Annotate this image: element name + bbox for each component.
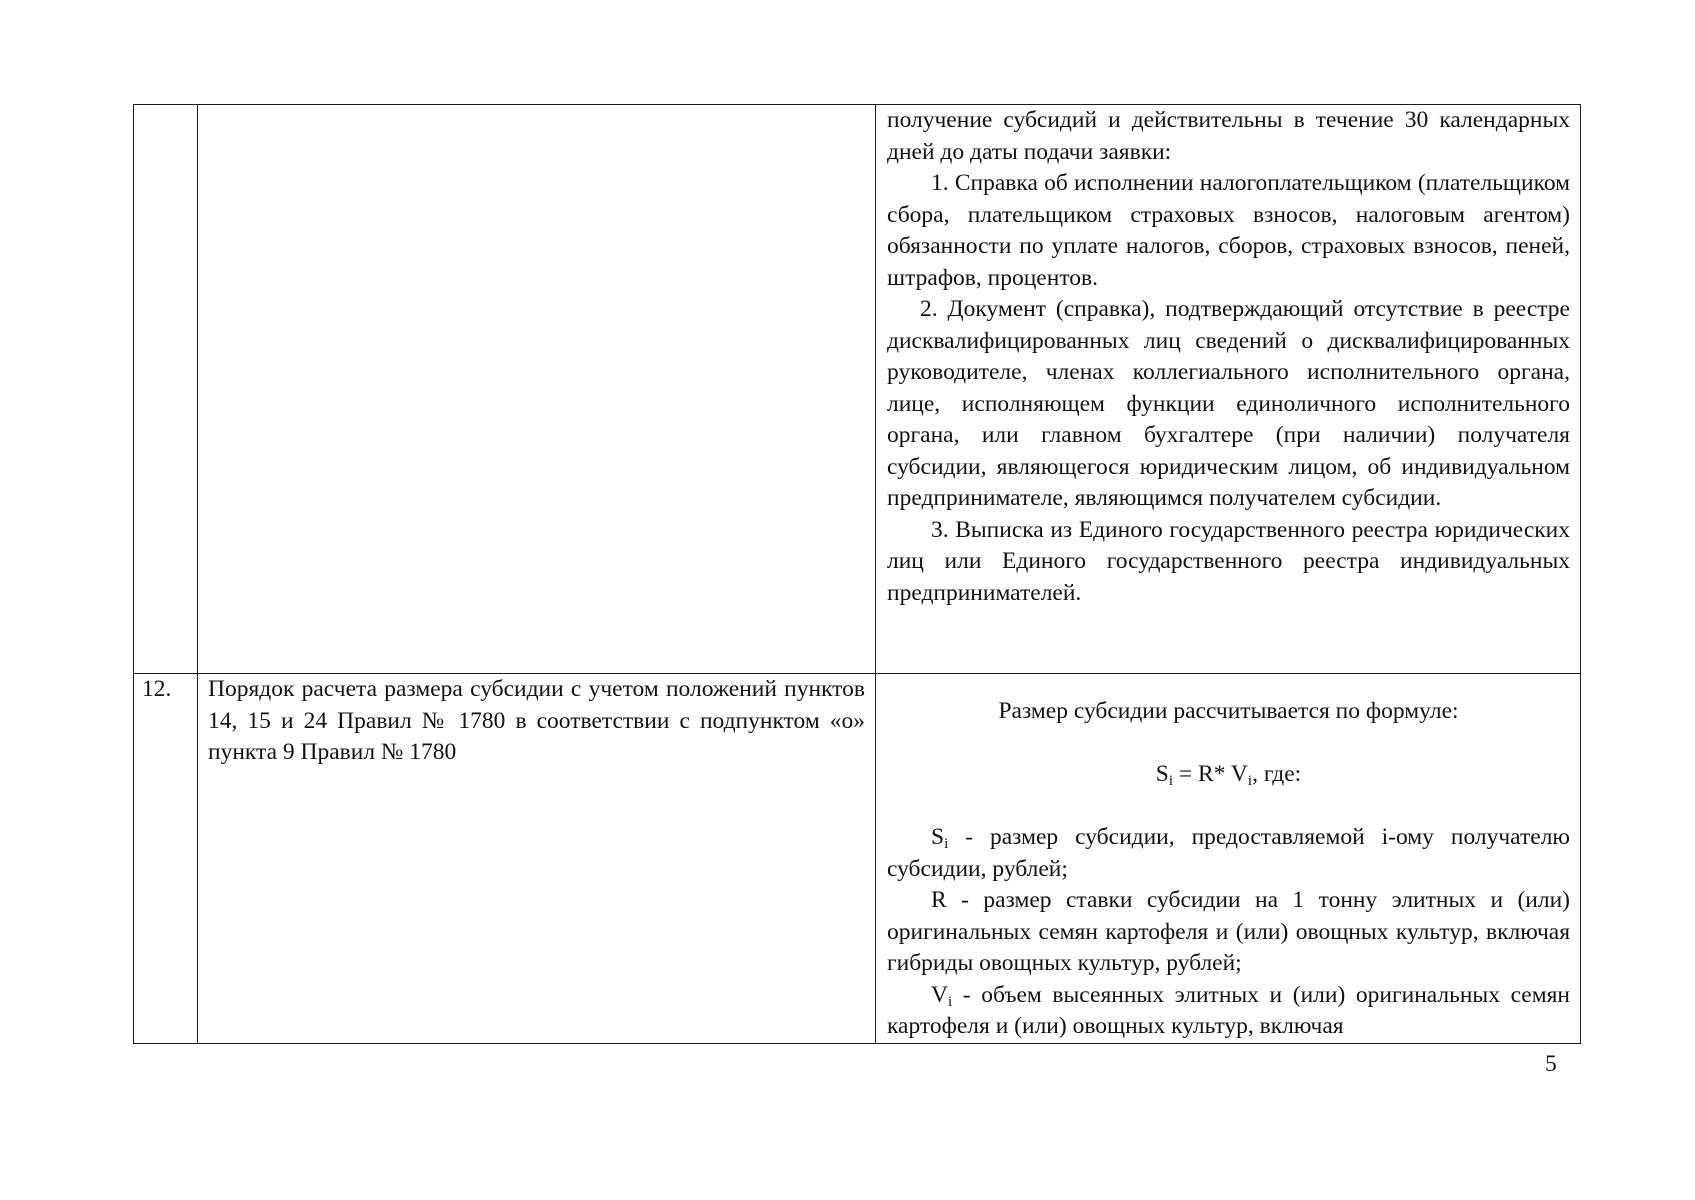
- definition-si: [887, 822, 1570, 885]
- table-row: [134, 674, 1581, 1044]
- formula-intro-text: Размер субсидии рассчитывается по формуле:: [998, 698, 1459, 724]
- definition-si-text: - размер субсидии, предоставляемой i-ому получателю субсидии, рублей;: [887, 824, 1570, 882]
- formula-body: = R* V: [1173, 760, 1248, 787]
- formula-v-subscript: i: [1247, 772, 1253, 789]
- definition-vi-subscript: i: [947, 993, 953, 1010]
- row-value-cell: [876, 674, 1581, 1044]
- row-number-cell: [134, 674, 198, 1044]
- row-value-cell: [876, 105, 1581, 674]
- definition-si-symbol: S: [931, 824, 945, 850]
- definition-vi-symbol: V: [931, 981, 948, 1008]
- definition-si-subscript: i: [944, 836, 949, 852]
- formula-tail: , где:: [1252, 760, 1302, 787]
- formula-s-symbol: S: [1155, 760, 1169, 787]
- definition-vi: [887, 980, 1570, 1043]
- definition-r: R - размер ставки субсидии на 1 тонну элитных и (или) оригинальных семян картофеля и (или) овощных культур, включая гибриды овощных культур, рублей;: [887, 887, 1570, 976]
- formula-s-subscript: i: [1168, 772, 1174, 789]
- row-number: 12.: [142, 676, 172, 702]
- table-row: [134, 105, 1581, 674]
- row-name-cell: [198, 105, 876, 674]
- row-name: Порядок расчета размера субсидии с учетом положений пунктов 14, 15 и 24 Правил № 1780 в соответствии с подпунктом «о» пункта 9 Правил № 1780: [208, 676, 865, 765]
- document-item-2: 2. Документ (справка), подтверждающий отсутствие в реестре дисквалифицированных лиц сведений о дисквалифицированных руководителе, членах коллегиального исполнительного органа, лице, исполняющем функции единоличного исполнительного органа, или главном бухгалтере (при наличии) получателя субсидии, являющегося юридическим лицом, об индивидуальном предпринимателе, являющимся получателем субсидии.: [887, 296, 1570, 511]
- subsidy-table: [133, 104, 1581, 1044]
- definition-vi-text: - объем высеянных элитных и (или) оригинальных семян картофеля и (или) овощных культур, включая: [887, 981, 1570, 1039]
- page-number: 5: [1545, 1051, 1557, 1077]
- documents-intro-text: получение субсидий и действительны в течение 30 календарных дней до даты подачи заявки:: [887, 107, 1570, 165]
- row-number-cell: [134, 105, 198, 674]
- document-item-1: 1. Справка об исполнении налогоплательщиком (плательщиком сбора, плательщиком страховых взносов, налоговым агентом) обязанности по уплате налогов, сборов, страховых взносов, пеней, штрафов, процентов.: [887, 170, 1570, 291]
- subsidy-formula: [887, 759, 1570, 791]
- row-name-cell: [198, 674, 876, 1044]
- document-item-3: 3. Выписка из Единого государственного реестра юридических лиц или Единого государственного реестра индивидуальных предпринимателей.: [887, 516, 1570, 606]
